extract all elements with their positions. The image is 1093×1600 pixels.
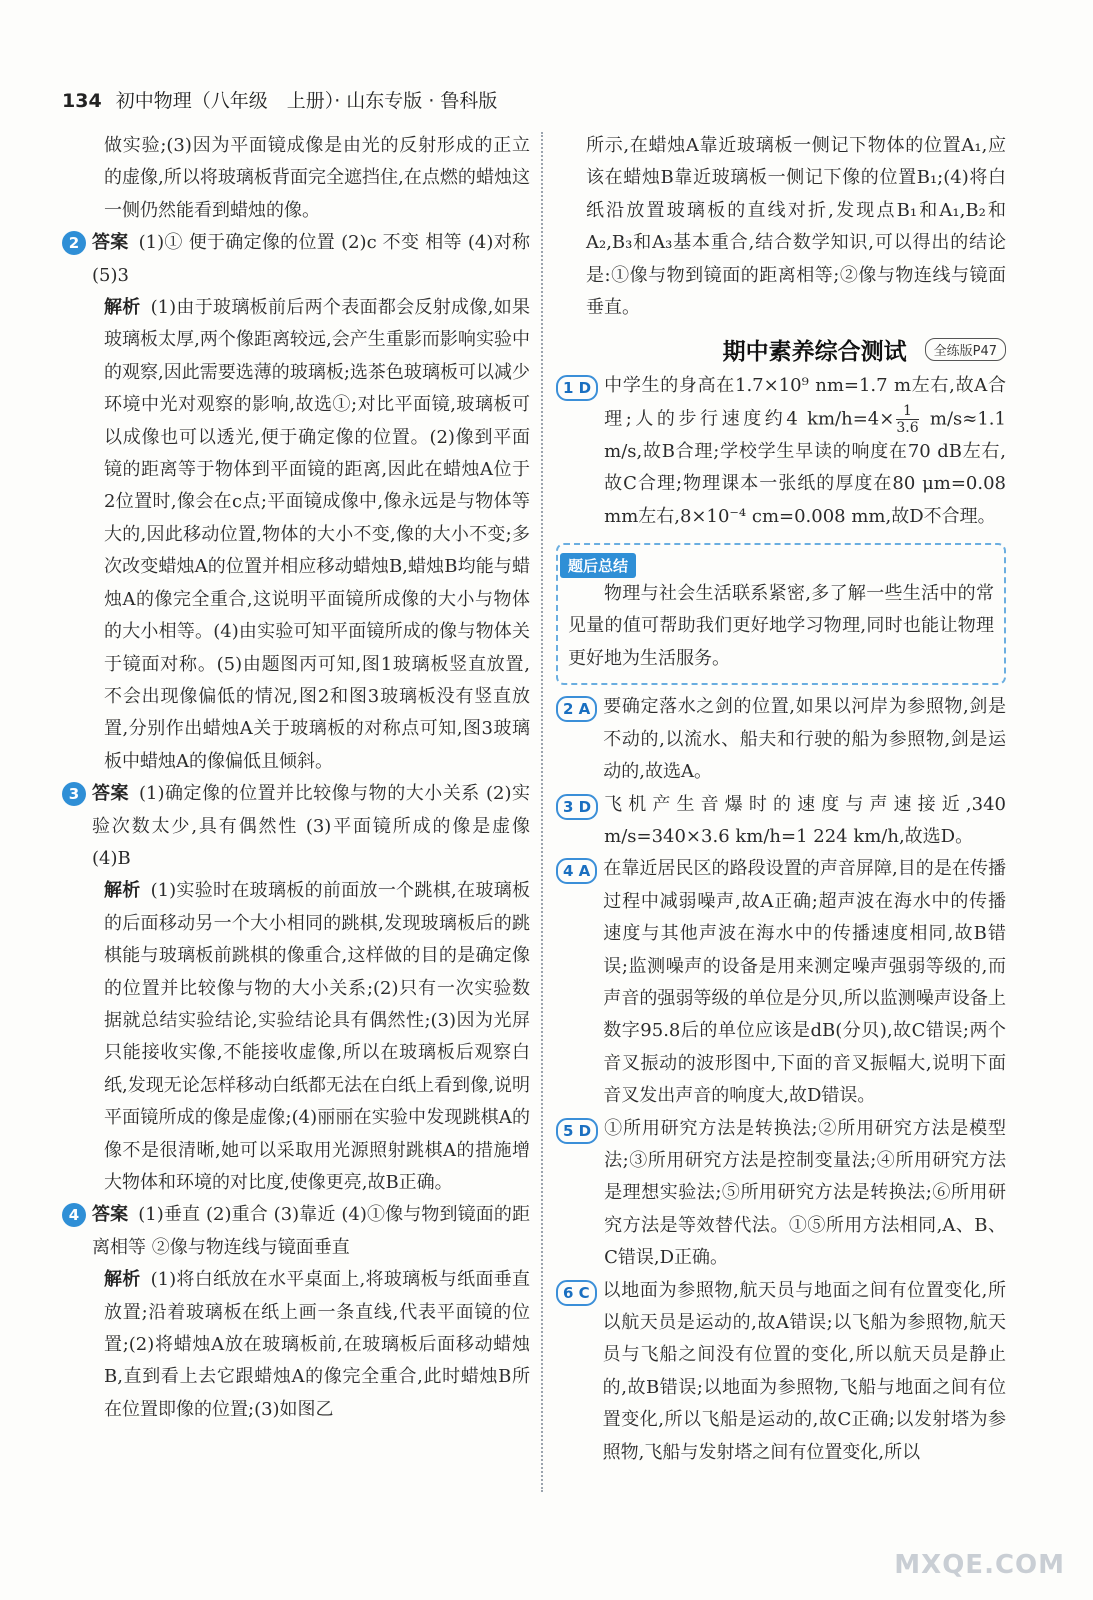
answer-label: 答案	[92, 783, 130, 805]
right-continuation-text: 所示,在蜡烛A靠近玻璃板一侧记下物体的位置A₁,应该在蜡烛B靠近玻璃板一侧记下像的位置B₁;(4)将白纸沿放置玻璃板的直线对折,发现点B₁和A₁,B₂和A₂,B₃和A₃基本重合,结合数学知识,可以得出的结论是:①像与物到镜面的距离相等;②像与物连线与镜面垂直。	[586, 135, 1006, 319]
question-number-badge: 3	[62, 782, 86, 806]
answer-text: (1)① 便于确定像的位置 (2)c 不变 相等 (4)对称 (5)3	[92, 232, 530, 286]
answer-badge: 1 D	[556, 375, 598, 401]
section-title: 期中素养综合测试	[722, 338, 907, 365]
answer-badge: 5 D	[556, 1118, 598, 1144]
test-question-3	[556, 789, 1006, 854]
answer-badge: 6 C	[556, 1280, 597, 1306]
question-4	[62, 1199, 530, 1426]
analysis-text: (1)由于玻璃板前后两个表面都会反射成像,如果玻璃板太厚,两个像距离较远,会产生重影而影响实验中的观察,因此需要选薄的玻璃板;选茶色玻璃板可以减少环境中光对观察的影响,故选①;对比平面镜,玻璃板可以成像也可以透光,便于确定像的位置。(2)像到平面镜的距离等于物体到平面镜的距离,因此在蜡烛A位于2位置时,像会在c点;平面镜成像中,像永远是与物体等大的,因此移动位置,物体的大小不变,像的大小不变;多次改变蜡烛A的位置并相应移动蜡烛B,蜡烛B均能与蜡烛A的像完全重合,这说明平面镜所成像的大小与物体的大小相等。(4)由实验可知平面镜所成的像与物体关于镜面对称。(5)由题图丙可知,图1玻璃板竖直放置,不会出现像偏低的情况,图2和图3玻璃板没有竖直放置,分别作出蜡烛A关于玻璃板的对称点可知,图3玻璃板中蜡烛A的像偏低且倾斜。	[104, 297, 531, 772]
section-page-ref: 全练版P47	[925, 338, 1006, 361]
watermark-logo: MXQE.COM	[894, 1550, 1065, 1580]
page-number: 134	[62, 90, 102, 112]
test-question-2	[556, 691, 1006, 788]
answer-label: 答案	[92, 232, 129, 254]
answer-badge: 3 D	[556, 794, 598, 820]
answer-label: 答案	[92, 1204, 129, 1226]
analysis-label: 解析	[104, 297, 141, 319]
question-text-a: 中学生的身高在1.7×10⁹ nm=1.7 m左右,故A合理;人的步行速度约4 km/h=4×	[604, 375, 1006, 430]
analysis-text: (1)将白纸放在水平桌面上,将玻璃板与纸面垂直放置;沿着玻璃板在纸上画一条直线,代表平面镜的位置;(2)将蜡烛A放在玻璃板前,在玻璃板后面移动蜡烛B,直到看上去它跟蜡烛A的像完全重合,此时蜡烛B所在位置即像的位置;(3)如图乙	[104, 1269, 531, 1420]
test-question-5	[556, 1113, 1006, 1275]
book-title: 初中物理（八年级 上册）· 山东专版 · 鲁科版	[115, 90, 498, 112]
section-heading	[556, 328, 1006, 370]
question-2	[62, 227, 530, 778]
column-divider	[541, 132, 543, 1492]
fraction: $\frac{1}{3.6}$	[896, 402, 919, 436]
question-3	[62, 778, 530, 1199]
question-text: 以地面为参照物,航天员与地面之间有位置变化,所以航天员是运动的,故A错误;以飞船为参照物,航天员与飞船之间没有位置的变化,所以航天员是静止的,故B错误;以地面为参照物,飞船与地面之间有位置变化,所以飞船是运动的,故C正确;以发射塔为参照物,飞船与发射塔之间有位置变化,所以	[602, 1279, 1006, 1463]
test-question-6	[556, 1275, 1006, 1469]
question-number-badge: 2	[62, 231, 86, 255]
analysis-label: 解析	[104, 880, 141, 902]
test-question-1	[556, 370, 1006, 533]
summary-title: 题后总结	[560, 553, 636, 578]
question-text: 要确定落水之剑的位置,如果以河岸为参照物,剑是不动的,以流水、船夫和行驶的船为参照物,剑是运动的,故选A。	[603, 696, 1006, 783]
analysis-text: (1)实验时在玻璃板的前面放一个跳棋,在玻璃板的后面移动另一个大小相同的跳棋,发现玻璃板后的跳棋能与玻璃板前跳棋的像重合,这样做的目的是确定像的位置并比较像与物的大小关系;(2)只有一次实验数据就总结实验结论,实验结论具有偶然性;(3)因为光屏只能接收实像,不能接收虚像,所以在玻璃板后观察白纸,发现无论怎样移动白纸都无法在白纸上看到像,说明平面镜所成的像是虚像;(4)丽丽在实验中发现跳棋A的像不是很清晰,她可以采取用光源照射跳棋A的措施增大物体和环境的对比度,使像更亮,故B正确。	[104, 880, 531, 1193]
left-column	[62, 130, 530, 1426]
answer-text: (1)确定像的位置并比较像与物的大小关系 (2)实验次数太少,具有偶然性 (3)平面镜所成的像是虚像 (4)B	[92, 783, 531, 869]
question-text: ①所用研究方法是转换法;②所用研究方法是模型法;③所用研究方法是控制变量法;④所用研究方法是理想实验法;⑤所用研究方法是转换法;⑥所用研究方法是等效替代法。①⑤所用方法相同,A、B、C错误,D正确。	[604, 1117, 1006, 1269]
analysis-label: 解析	[104, 1269, 141, 1291]
right-column	[556, 130, 1006, 1469]
left-continuation-text: 做实验;(3)因为平面镜成像是由光的反射形成的正立的虚像,所以将玻璃板背面完全遮挡住,在点燃的蜡烛这一侧仍然能看到蜡烛的像。	[104, 135, 530, 221]
summary-text: 物理与社会生活联系紧密,多了解一些生活中的常见量的值可帮助我们更好地学习物理,同时也能让物理更好地为生活服务。	[568, 583, 994, 669]
question-text: 在靠近居民区的路段设置的声音屏障,目的是在传播过程中减弱噪声,故A正确;超声波在海水中的传播速度与其他声波在海水中的传播速度相同,故B错误;监测噪声的设备是用来测定噪声强弱等级的,而声音的强弱等级的单位是分贝,所以监测噪声设备上数字95.8后的单位应该是dB(分贝),故C错误;两个音叉振动的波形图中,下面的音叉振幅大,说明下面音叉发出声音的响度大,故D错误。	[603, 858, 1006, 1107]
page-header	[62, 86, 497, 113]
question-text: 飞机产生音爆时的速度与声速接近,340 m/s=340×3.6 km/h=1 224 km/h,故选D。	[604, 793, 1006, 847]
test-question-4	[556, 853, 1006, 1112]
answer-badge: 4 A	[556, 858, 597, 884]
question-text-b: m/s≈1.1 m/s,故B合理;学校学生早读的响度在70 dB左右,故C合理;物理课本一张纸的厚度在80 μm=0.08 mm左右,8×10⁻⁴ cm=0.008 mm,故D不合理。	[604, 408, 1006, 527]
answer-badge: 2 A	[556, 696, 597, 722]
answer-text: (1)垂直 (2)重合 (3)靠近 (4)①像与物到镜面的距离相等 ②像与物连线与镜面垂直	[92, 1204, 530, 1258]
summary-box	[556, 543, 1006, 685]
question-number-badge: 4	[62, 1203, 86, 1227]
